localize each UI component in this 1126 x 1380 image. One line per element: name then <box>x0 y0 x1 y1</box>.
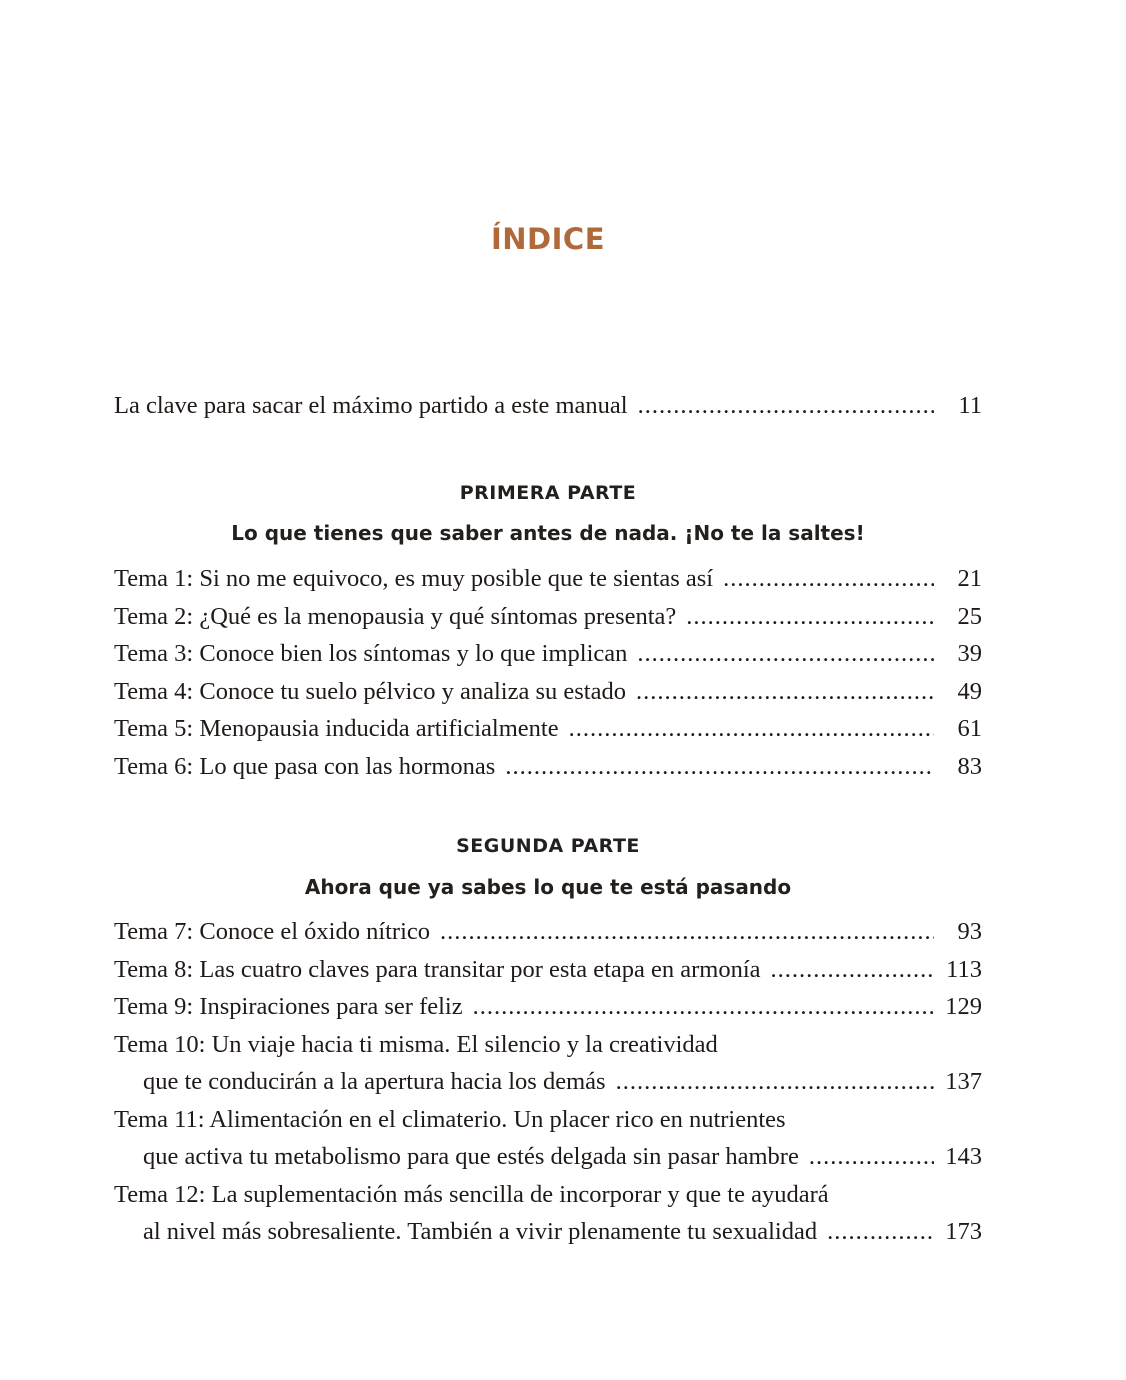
toc-entry-label-line1: Tema 10: Un viaje hacia ti misma. El silencio y la creatividad <box>114 1030 718 1058</box>
toc-entry-label: Tema 5: Menopausia inducida artificialmente <box>114 715 559 742</box>
toc-entry-label: Tema 4: Conoce tu suelo pélvico y analiza su estado <box>114 677 626 705</box>
part2-heading: SEGUNDA PARTE <box>456 835 640 857</box>
toc-entry-page: 21 <box>957 565 982 592</box>
toc-entry-page: 83 <box>957 752 982 780</box>
toc-entry-page: 25 <box>957 602 982 630</box>
toc-entry-page: 129 <box>945 993 982 1020</box>
toc-entry[interactable] <box>114 748 982 786</box>
dot-leader <box>569 710 934 748</box>
toc-entry-label-line1: Tema 12: La suplementación más sencilla de incorporar y que te ayudará <box>114 1180 829 1208</box>
dot-leader <box>638 387 934 425</box>
dot-leader <box>771 951 934 989</box>
toc-entry-label: Tema 6: Lo que pasa con las hormonas <box>114 752 496 780</box>
toc-entry-label: Tema 3: Conoce bien los síntomas y lo que implican <box>114 640 628 667</box>
toc-entry-label: Tema 2: ¿Qué es la menopausia y qué síntomas presenta? <box>114 602 677 630</box>
toc-entry-label-line1: Tema 11: Alimentación en el climaterio. Un placer rico en nutrientes <box>114 1105 786 1133</box>
part1-heading: PRIMERA PARTE <box>459 482 637 504</box>
toc-entry-label: Tema 9: Inspiraciones para ser feliz <box>114 993 463 1020</box>
toc-entry-page: 113 <box>946 955 982 983</box>
toc-entry-label: Tema 7: Conoce el óxido nítrico <box>114 918 431 945</box>
dot-leader <box>505 748 934 786</box>
dot-leader <box>809 1138 934 1176</box>
toc-entry-label-line2: al nivel más sobresaliente. También a vivir plenamente tu sexualidad <box>143 1218 818 1245</box>
toc-entry[interactable] <box>114 951 982 989</box>
dot-leader <box>827 1213 934 1251</box>
toc-entry-page: 39 <box>957 640 982 667</box>
toc-entry-page: 61 <box>957 715 982 742</box>
dot-leader <box>636 673 934 711</box>
dot-leader <box>723 560 934 598</box>
toc-entry[interactable] <box>114 988 982 1026</box>
dot-leader <box>440 913 934 951</box>
toc-entry[interactable] <box>114 913 982 951</box>
toc-entry-page: 137 <box>945 1068 982 1095</box>
toc-entry-multiline[interactable] <box>114 1101 982 1176</box>
part1-subtitle: Lo que tienes que saber antes de nada. ¡No te la saltes! <box>231 521 865 545</box>
toc-entry[interactable] <box>114 598 982 636</box>
toc-entry-page: 173 <box>945 1218 982 1245</box>
toc-entry-label: Tema 1: Si no me equivoco, es muy posible que te sientas así <box>114 565 714 592</box>
toc-entry-multiline[interactable] <box>114 1026 982 1101</box>
toc-entry-page: 143 <box>945 1143 982 1170</box>
toc-entry-page: 93 <box>957 918 982 945</box>
toc-entry-multiline[interactable] <box>114 1176 982 1251</box>
toc-entry-page: 11 <box>958 392 982 419</box>
toc-intro <box>114 387 982 425</box>
toc-entry-label-line2: que activa tu metabolismo para que estés delgada sin pasar hambre <box>143 1143 799 1170</box>
dot-leader <box>616 1063 934 1101</box>
toc-entry-label: La clave para sacar el máximo partido a este manual <box>114 392 628 419</box>
part2-subtitle: Ahora que ya sabes lo que te está pasando <box>304 875 792 899</box>
toc-part1 <box>114 560 982 785</box>
toc-entry-page: 49 <box>957 677 982 705</box>
toc-entry[interactable] <box>114 635 982 673</box>
dot-leader <box>686 598 934 636</box>
dot-leader <box>473 988 934 1026</box>
toc-part2 <box>114 913 982 1251</box>
dot-leader <box>637 635 934 673</box>
toc-entry-label-line2: que te conducirán a la apertura hacia los demás <box>143 1068 606 1095</box>
toc-entry[interactable] <box>114 560 982 598</box>
toc-entry[interactable] <box>114 673 982 711</box>
page-title: ÍNDICE <box>490 222 605 256</box>
toc-entry[interactable] <box>114 387 982 425</box>
toc-entry[interactable] <box>114 710 982 748</box>
toc-entry-label: Tema 8: Las cuatro claves para transitar por esta etapa en armonía <box>114 955 761 983</box>
